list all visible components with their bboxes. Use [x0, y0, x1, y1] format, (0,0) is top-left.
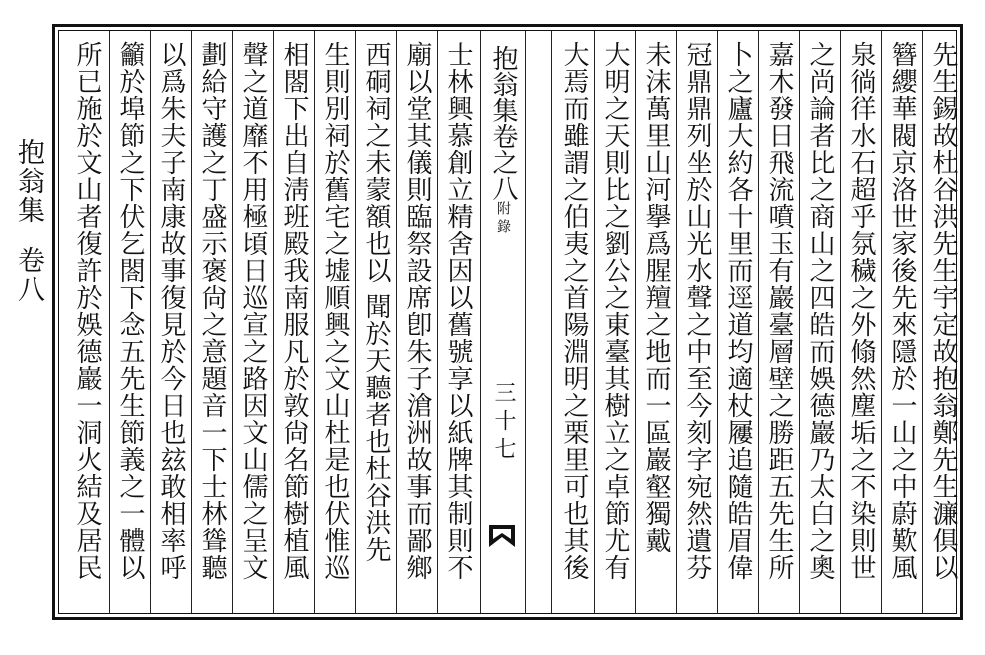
column-rule — [396, 31, 397, 613]
text-column: 大明之天則比之劉公之東臺其樹立之卓節尤有 — [600, 41, 630, 581]
column-rule — [840, 31, 841, 613]
column-rule — [437, 31, 438, 613]
column-rule — [758, 31, 759, 613]
text-column: 大焉而雖謂之伯夷之首陽淵明之栗里可也其後 — [559, 41, 589, 581]
fishtail-mark-icon — [487, 521, 517, 551]
text-column: 士林興慕創立精舍因以舊號享以紙牌其制則不 — [443, 41, 473, 581]
text-column: 嘉木發日飛流噴玉有巖臺層壁之勝距五先生所 — [764, 41, 794, 581]
column-rule — [676, 31, 677, 613]
column-rule — [551, 31, 552, 613]
text-column: 籲於埠節之下伏乞閤下念五先生節義之一體以 — [115, 41, 145, 581]
page-spine — [481, 31, 525, 613]
margin-book-title: 抱翁集 卷八 — [13, 138, 44, 305]
column-rule — [191, 31, 192, 613]
column-rule — [355, 31, 356, 613]
spine-category: 附錄 — [495, 201, 511, 237]
spine-rule — [480, 31, 481, 613]
spine-title: 抱翁集卷之八 — [488, 45, 518, 201]
column-rule — [232, 31, 233, 613]
column-rule — [922, 31, 923, 613]
text-column: 卜之廬大約各十里而逕道均適杖屨追隨皓眉偉 — [723, 41, 753, 581]
text-column: 未沫萬里山河擧爲腥羶之地而一區巖壑獨戴 — [641, 41, 671, 554]
column-rule — [717, 31, 718, 613]
text-column: 先生錫故杜谷洪先生宇定故抱翁鄭先生濂俱以 — [928, 41, 958, 581]
text-column: 廟以堂其儀則臨祭設席卽朱子滄洲故事而鄙鄉 — [402, 41, 432, 581]
text-column: 冠鼎鼎列坐於山光水聲之中至今刻字宛然遺芬 — [682, 41, 712, 581]
column-rule — [314, 31, 315, 613]
text-column: 泉徜徉水石超乎氛穢之外翛然塵垢之不染則世 — [846, 41, 876, 581]
text-column: 所已施於文山者復許於娛德巖一洞火結及居民 — [72, 41, 102, 581]
text-column: 之尚論者比之商山之四皓而娛德巖乃太白之奧 — [805, 41, 835, 581]
text-column: 劃給守護之丁盛示褒尙之意題音一下士林聳聽 — [197, 41, 227, 581]
text-column: 西硐祠之未蒙額也以 聞於天聽者也杜谷洪先 — [361, 41, 391, 564]
text-column: 相閤下出自淸班殿我南服凡於敦尙名節樹植風 — [279, 41, 309, 581]
column-rule — [109, 31, 110, 613]
text-frame — [52, 24, 963, 620]
column-rule — [594, 31, 595, 613]
text-column: 生則別祠於舊宅之墟順興之文山杜是也伏惟巡 — [320, 41, 350, 581]
spine-rule — [525, 31, 526, 613]
spine-page-number: 三十七 — [491, 381, 516, 465]
text-column: 聲之道靡不用極頃日巡宣之路因文山儒之呈文 — [238, 41, 268, 581]
text-column: 簪纓華閥京洛世家後先來隱於一山之中蔚歎風 — [887, 41, 917, 581]
column-rule — [150, 31, 151, 613]
column-rule — [273, 31, 274, 613]
text-column: 以爲朱夫子南康故事復見於今日也玆敢相率呼 — [156, 41, 186, 581]
column-rule — [799, 31, 800, 613]
column-rule — [881, 31, 882, 613]
column-rule — [635, 31, 636, 613]
